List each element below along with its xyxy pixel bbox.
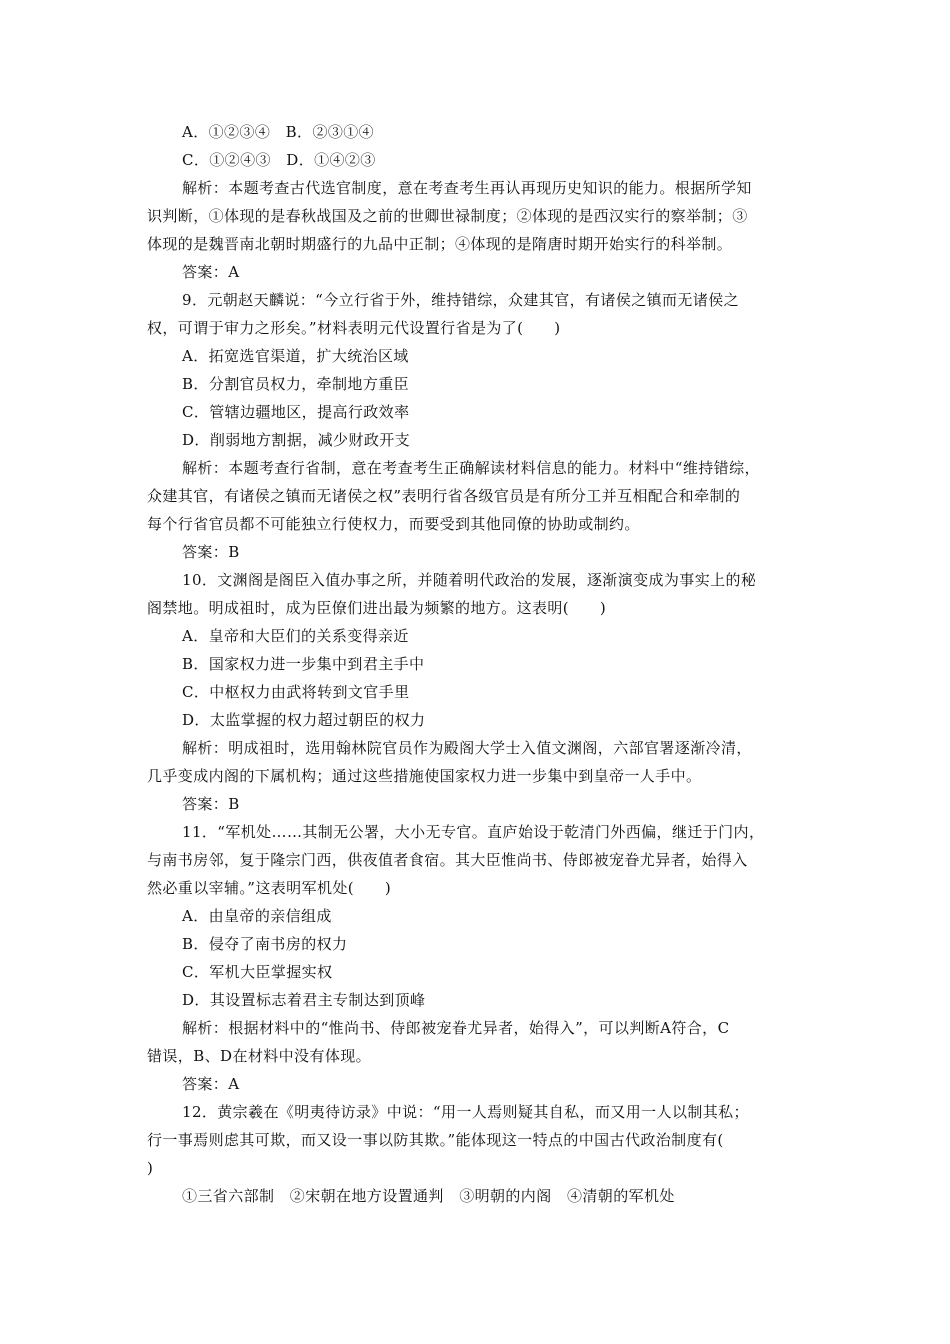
q10-option-b: B．国家权力进一步集中到君主手中 (182, 655, 425, 673)
q9-analysis-line-2: 众建其官，有诸侯之镇而无诸侯之权”表明行省各级官员是有所分工并互相配合和牵制的 (147, 487, 741, 505)
q9-analysis-line-3: 每个行省官员都不可能独立行使权力，而要受到其他同僚的协助或制约。 (147, 515, 640, 533)
q11-stem-line-1: 11．“军机处……其制无公署，大小无专官。直庐始设于乾清门外西偏，继迁于门内， (182, 823, 765, 841)
q11-option-b: B．侵夺了南书房的权力 (182, 935, 348, 953)
q11-analysis-line-2: 错误，B、D在材料中没有体现。 (147, 1047, 372, 1065)
q10-option-d: D．太监掌握的权力超过朝臣的权力 (182, 711, 426, 729)
q11-option-c: C．军机大臣掌握实权 (182, 963, 333, 981)
q8-options-cd: C．①②④③ D．①④②③ (182, 151, 376, 169)
q12-stem-line-3: ) (147, 1159, 154, 1177)
q9-stem-line-1: 9．元朝赵天麟说：“今立行省于外，维持错综，众建其官，有诸侯之镇而无诸侯之 (182, 291, 740, 309)
q11-stem-line-3: 然必重以宰辅。”这表明军机处( ) (147, 879, 392, 897)
q11-answer: 答案：A (182, 1075, 240, 1093)
q10-option-c: C．中枢权力由武将转到文官手里 (182, 683, 410, 701)
q10-stem-line-1: 10．文渊阁是阁臣入值办事之所，并随着明代政治的发展，逐渐演变成为事实上的秘 (182, 571, 757, 589)
q9-option-b: B．分割官员权力，牵制地方重臣 (182, 375, 410, 393)
q8-analysis-line-1: 解析：本题考查古代选官制度，意在考查考生再认再现历史知识的能力。根据所学知 (182, 179, 752, 197)
q12-items: ①三省六部制 ②宋朝在地方设置通判 ③明朝的内阁 ④清朝的军机处 (182, 1187, 675, 1205)
q12-stem-line-1: 12．黄宗羲在《明夷待访录》中说：“用一人焉则疑其自私，而又用一人以制其私； (182, 1103, 749, 1121)
q11-stem-line-2: 与南书房邻，复于隆宗门西，供夜值者食宿。其大臣惟尚书、侍郎被宠眷尤异者，始得入 (147, 851, 748, 869)
q10-analysis-line-1: 解析：明成祖时，选用翰林院官员作为殿阁大学士入值文渊阁，六部官署逐渐冷清， (182, 739, 752, 757)
q11-option-a: A．由皇帝的亲信组成 (182, 907, 332, 925)
q9-analysis-line-1: 解析：本题考查行省制，意在考查考生正确解读材料信息的能力。材料中“维持错综， (182, 459, 760, 477)
q10-analysis-line-2: 几乎变成内阁的下属机构；通过这些措施使国家权力进一步集中到皇帝一人手中。 (147, 767, 702, 785)
q9-option-c: C．管辖边疆地区，提高行政效率 (182, 403, 410, 421)
q12-stem-line-2: 行一事焉则虑其可欺，而又设一事以防其欺。”能体现这一特点的中国古代政治制度有( (147, 1131, 724, 1149)
q10-answer: 答案：B (182, 795, 240, 813)
q8-answer: 答案：A (182, 263, 240, 281)
q8-options-ab: A．①②③④ B．②③①④ (182, 123, 375, 141)
q9-option-a: A．拓宽选官渠道，扩大统治区域 (182, 347, 409, 365)
q11-analysis-line-1: 解析：根据材料中的“惟尚书、侍郎被宠眷尤异者，始得入”，可以判断A符合，C (182, 1019, 730, 1037)
q9-answer: 答案：B (182, 543, 240, 561)
q11-option-d: D．其设置标志着君主专制达到顶峰 (182, 991, 426, 1009)
q8-analysis-line-3: 体现的是魏晋南北朝时期盛行的九品中正制；④体现的是隋唐时期开始实行的科举制。 (147, 235, 733, 253)
q9-option-d: D．削弱地方割据，减少财政开支 (182, 431, 411, 449)
q9-stem-line-2: 权，可谓于审力之形矣。”材料表明元代设置行省是为了( ) (147, 319, 561, 337)
q8-analysis-line-2: 识判断，①体现的是春秋战国及之前的世卿世禄制度；②体现的是西汉实行的察举制；③ (147, 207, 748, 225)
q10-stem-line-2: 阁禁地。明成祖时，成为臣僚们进出最为频繁的地方。这表明( ) (147, 599, 607, 617)
q10-option-a: A．皇帝和大臣们的关系变得亲近 (182, 627, 409, 645)
